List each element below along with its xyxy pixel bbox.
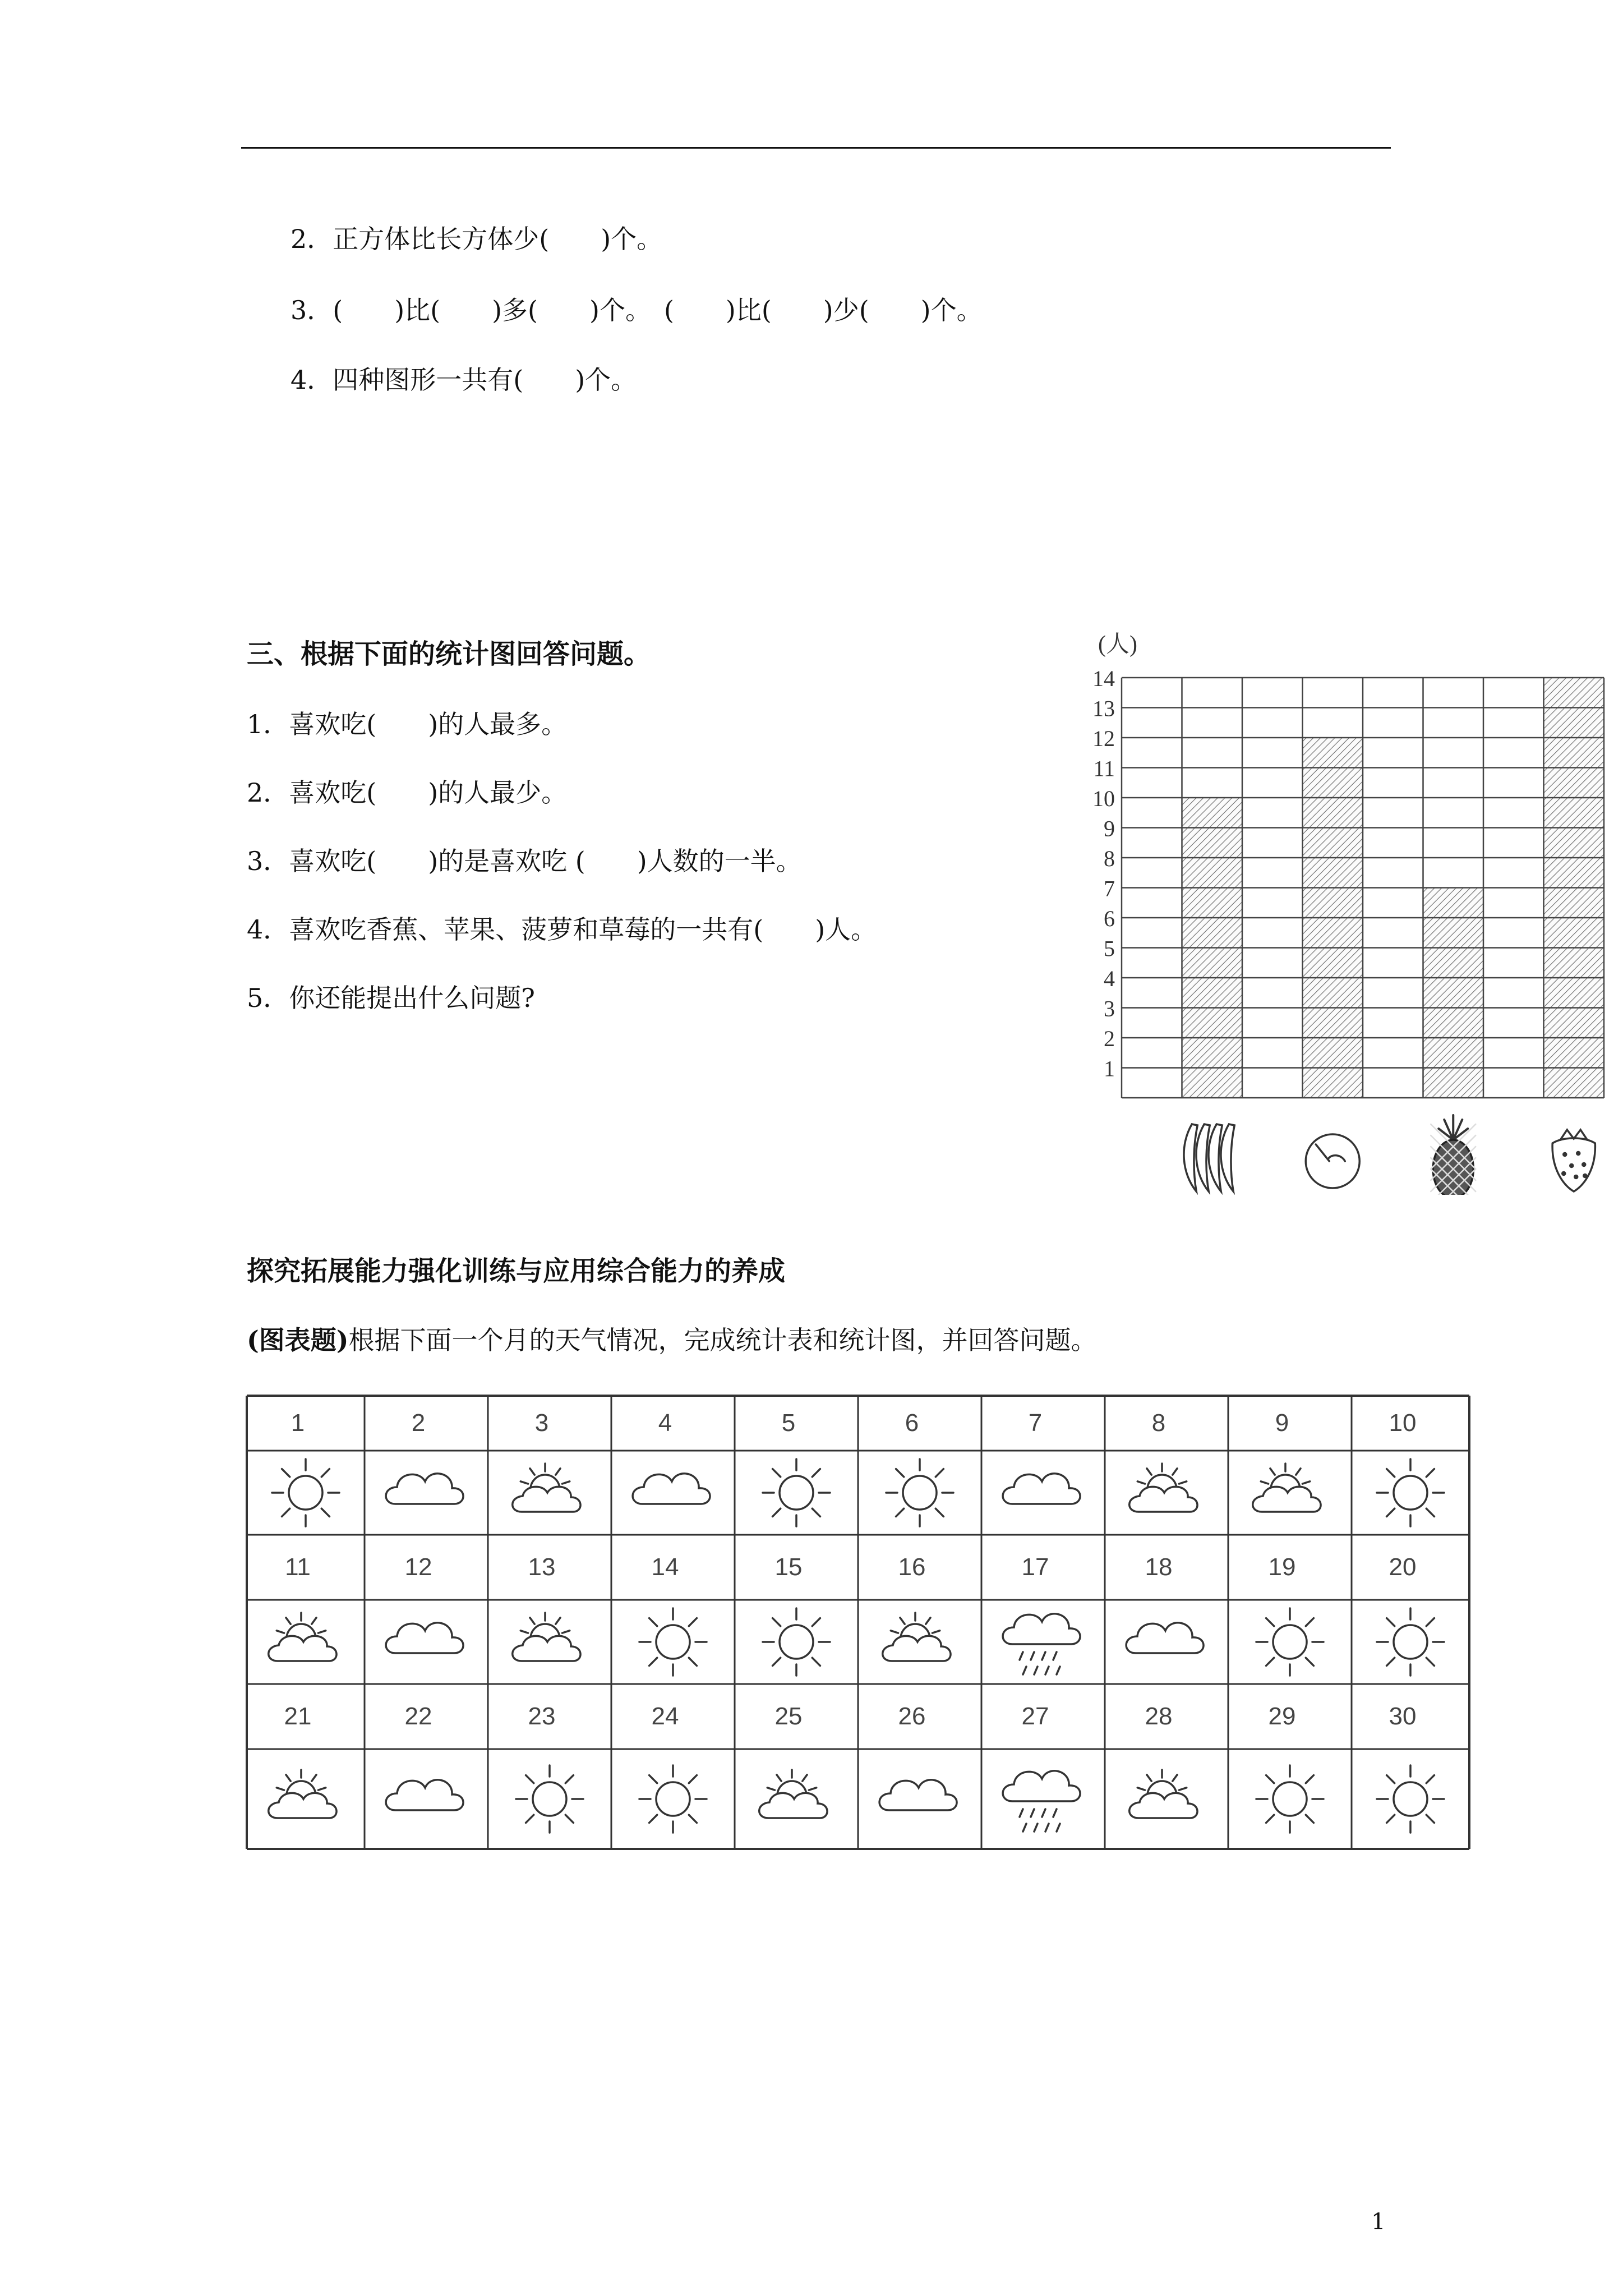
sunny-icon — [1377, 1608, 1444, 1676]
day-number: 28 — [1145, 1703, 1173, 1730]
day-number: 13 — [528, 1553, 556, 1581]
y-tick-label: 4 — [1104, 966, 1115, 991]
partly-cloudy-icon — [1129, 1464, 1197, 1512]
sunny-icon — [763, 1608, 830, 1676]
sunny-icon — [1377, 1459, 1444, 1526]
cloudy-icon — [879, 1780, 957, 1810]
section3-question-5: 5．你还能提出什么问题? — [247, 983, 535, 1013]
y-axis-label: (人) — [1098, 632, 1137, 657]
y-tick-label: 5 — [1104, 936, 1115, 961]
day-number: 12 — [404, 1553, 432, 1581]
bar-pineapple — [1423, 888, 1484, 1098]
y-tick-label: 8 — [1104, 846, 1115, 871]
day-number: 1 — [291, 1409, 305, 1437]
day-number: 18 — [1145, 1553, 1173, 1581]
question-2: 2．正方体比长方体少( )个。 — [291, 224, 663, 254]
y-tick-label: 2 — [1104, 1026, 1115, 1051]
day-number: 4 — [658, 1409, 672, 1437]
day-number: 26 — [898, 1703, 926, 1730]
y-tick-label: 1 — [1104, 1056, 1115, 1082]
day-number: 20 — [1389, 1553, 1417, 1581]
sunny-icon — [516, 1765, 583, 1833]
section3-question-1: 1．喜欢吃( )的人最多。 — [247, 709, 568, 739]
day-number: 11 — [285, 1553, 311, 1581]
day-number: 9 — [1275, 1409, 1289, 1437]
day-number: 16 — [898, 1553, 926, 1581]
day-number: 23 — [528, 1703, 556, 1730]
day-number: 2 — [411, 1409, 426, 1437]
apple-icon — [1306, 1134, 1359, 1188]
y-tick-label: 14 — [1092, 666, 1115, 691]
day-number: 30 — [1389, 1703, 1417, 1730]
cloudy-icon — [386, 1780, 463, 1810]
section3-question-2: 2．喜欢吃( )的人最少。 — [247, 777, 568, 808]
day-number: 25 — [774, 1703, 803, 1730]
sunny-icon — [639, 1608, 707, 1676]
day-number: 19 — [1268, 1553, 1296, 1581]
extension-prompt-label: (图表题) — [247, 1325, 349, 1355]
sunny-icon — [1377, 1765, 1444, 1833]
header-rule — [241, 147, 1391, 149]
question-4: 4．四种图形一共有( )个。 — [291, 365, 637, 395]
day-number: 22 — [404, 1703, 432, 1730]
sunny-icon — [1256, 1765, 1324, 1833]
day-number: 10 — [1389, 1409, 1417, 1437]
question-3: 3．( )比( )多( )个。 ( )比( )少( )个。 — [291, 295, 983, 325]
day-number: 15 — [774, 1553, 803, 1581]
day-number: 21 — [284, 1703, 312, 1730]
y-tick-label: 12 — [1092, 726, 1115, 751]
fruit-bar-chart — [1071, 623, 1610, 1195]
cloudy-icon — [633, 1474, 710, 1504]
day-number: 7 — [1028, 1409, 1043, 1437]
partly-cloudy-icon — [513, 1464, 580, 1512]
partly-cloudy-icon — [513, 1613, 580, 1661]
partly-cloudy-icon — [883, 1613, 951, 1661]
section3-question-4: 4．喜欢吃香蕉、苹果、菠萝和草莓的一共有( )人。 — [247, 914, 877, 945]
day-number: 24 — [651, 1703, 679, 1730]
section3-question-3: 3．喜欢吃( )的是喜欢吃 ( )人数的一半。 — [247, 846, 802, 876]
rainy-icon — [1003, 1771, 1080, 1832]
cloudy-icon — [386, 1474, 463, 1504]
partly-cloudy-icon — [269, 1613, 336, 1661]
day-number: 5 — [781, 1409, 796, 1437]
day-number: 14 — [651, 1553, 679, 1581]
page-number: 1 — [1371, 2209, 1386, 2235]
day-number: 8 — [1151, 1409, 1166, 1437]
day-number: 17 — [1021, 1553, 1049, 1581]
cloudy-icon — [1003, 1474, 1080, 1504]
day-number: 6 — [905, 1409, 919, 1437]
day-number: 3 — [534, 1409, 549, 1437]
extension-heading: 探究拓展能力强化训练与应用综合能力的养成 — [247, 1255, 786, 1287]
extension-prompt — [247, 1327, 1097, 1353]
section3-heading: 三、根据下面的统计图回答问题。 — [247, 638, 651, 670]
sunny-icon — [639, 1765, 707, 1833]
pineapple-icon — [1431, 1115, 1476, 1195]
sunny-icon — [886, 1459, 953, 1526]
cloudy-icon — [1126, 1623, 1204, 1653]
day-number: 29 — [1268, 1703, 1296, 1730]
y-tick-label: 11 — [1093, 756, 1115, 781]
partly-cloudy-icon — [759, 1770, 827, 1818]
y-tick-label: 10 — [1092, 786, 1115, 811]
cloudy-icon — [386, 1623, 463, 1653]
sunny-icon — [1256, 1608, 1324, 1676]
strawberry-icon — [1552, 1130, 1595, 1191]
partly-cloudy-icon — [1129, 1770, 1197, 1818]
extension-prompt-text: 根据下面一个月的天气情况，完成统计表和统计图，并回答问题。 — [348, 1325, 1097, 1355]
sunny-icon — [763, 1459, 830, 1526]
partly-cloudy-icon — [1253, 1464, 1321, 1512]
y-tick-label: 3 — [1104, 996, 1115, 1022]
rainy-icon — [1003, 1614, 1080, 1674]
sunny-icon — [272, 1459, 339, 1526]
y-tick-label: 6 — [1104, 906, 1115, 931]
y-tick-label: 9 — [1104, 816, 1115, 841]
day-number: 27 — [1021, 1703, 1049, 1730]
y-tick-label: 7 — [1104, 876, 1115, 901]
banana-icon — [1184, 1124, 1234, 1191]
y-tick-label: 13 — [1092, 696, 1115, 721]
partly-cloudy-icon — [269, 1770, 336, 1818]
weather-table — [241, 1390, 1475, 1867]
